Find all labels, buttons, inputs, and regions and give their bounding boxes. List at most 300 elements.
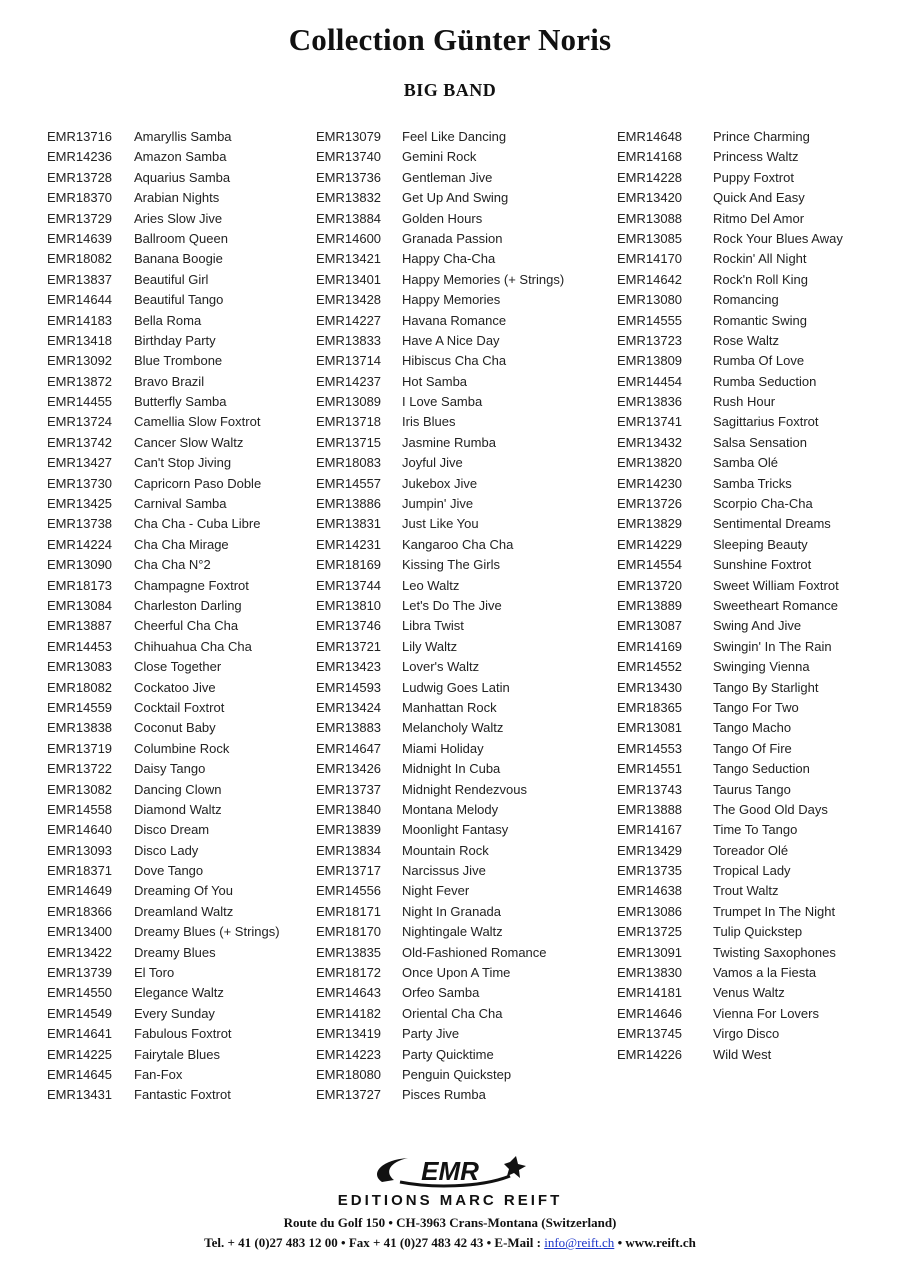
catalog-number: EMR13083	[47, 659, 113, 675]
title-name: Camellia Slow Foxtrot	[134, 414, 261, 430]
catalog-entry	[47, 759, 280, 779]
catalog-number: EMR14550	[47, 985, 113, 1001]
title-name: Once Upon A Time	[402, 965, 511, 981]
catalog-number: EMR13840	[316, 801, 382, 817]
title-name: Swinging Vienna	[713, 659, 810, 675]
catalog-entry	[47, 555, 280, 575]
catalog-number: EMR14231	[316, 536, 382, 552]
catalog-entry	[47, 963, 280, 983]
catalog-number: EMR14455	[47, 394, 113, 410]
catalog-number: EMR13834	[316, 842, 382, 858]
title-name: Manhattan Rock	[402, 699, 497, 715]
title-name: Charleston Darling	[134, 597, 242, 613]
catalog-entry	[316, 1045, 564, 1065]
catalog-number: EMR14168	[617, 149, 683, 165]
title-name: Rush Hour	[713, 394, 776, 410]
catalog-entry	[617, 453, 843, 473]
catalog-number: EMR14645	[47, 1066, 113, 1082]
catalog-entry	[47, 474, 280, 494]
catalog-entry	[47, 800, 280, 820]
catalog-entry	[316, 902, 564, 922]
catalog-number: EMR13717	[316, 863, 382, 879]
title-name: Disco Dream	[134, 822, 210, 838]
title-name: Vamos a la Fiesta	[713, 965, 817, 981]
title-name: Night In Granada	[402, 903, 502, 919]
catalog-entry	[617, 270, 843, 290]
title-name: Lover's Waltz	[402, 659, 480, 675]
catalog-number: EMR13730	[47, 475, 113, 491]
title-name: Libra Twist	[402, 618, 464, 634]
title-name: Happy Memories	[402, 292, 501, 308]
title-name: Montana Melody	[402, 801, 499, 817]
title-name: Party Jive	[402, 1026, 460, 1042]
catalog-number: EMR14643	[316, 985, 382, 1001]
catalog-entry	[617, 922, 843, 942]
catalog-number: EMR13429	[617, 842, 683, 858]
catalog-number: EMR13743	[617, 781, 683, 797]
title-name: Hibiscus Cha Cha	[402, 353, 507, 369]
title-name: Fabulous Foxtrot	[134, 1026, 232, 1042]
catalog-entry	[316, 800, 564, 820]
catalog-entry	[47, 943, 280, 963]
title-name: Beautiful Tango	[134, 292, 224, 308]
title-name: Happy Memories (+ Strings)	[402, 271, 565, 287]
title-name: Bravo Brazil	[134, 373, 205, 389]
catalog-number: EMR14552	[617, 659, 683, 675]
title-name: Mountain Rock	[402, 842, 489, 858]
catalog-entry	[47, 290, 280, 310]
catalog-number: EMR13728	[47, 169, 113, 185]
title-name: Columbine Rock	[134, 740, 230, 756]
catalog-number: EMR14554	[617, 557, 683, 573]
catalog-number: EMR18080	[316, 1066, 382, 1082]
catalog-entry	[47, 861, 280, 881]
catalog-number: EMR13729	[47, 210, 113, 226]
title-name: Penguin Quickstep	[402, 1066, 512, 1082]
title-name: Prince Charming	[713, 129, 810, 144]
catalog-entry	[617, 514, 843, 534]
catalog-entry	[316, 922, 564, 942]
title-name: Diamond Waltz	[134, 801, 222, 817]
publisher-contact	[0, 1235, 900, 1251]
catalog-number: EMR13089	[316, 394, 382, 410]
catalog-number: EMR13721	[316, 638, 382, 654]
title-name: Jumpin' Jive	[402, 496, 474, 512]
title-name: Golden Hours	[402, 210, 483, 226]
title-name: Tropical Lady	[713, 863, 791, 879]
title-name: Night Fever	[402, 883, 470, 899]
catalog-number: EMR14228	[617, 169, 683, 185]
catalog-entry	[316, 147, 564, 167]
catalog-entry	[617, 616, 843, 636]
title-name: Cocktail Foxtrot	[134, 699, 225, 715]
title-name: Midnight In Cuba	[402, 761, 501, 777]
catalog-number: EMR13418	[47, 332, 113, 348]
title-name: Hot Samba	[402, 373, 468, 389]
catalog-number: EMR13831	[316, 516, 382, 532]
catalog-entry	[617, 535, 843, 555]
title-name: Banana Boogie	[134, 251, 223, 267]
catalog-number: EMR18082	[47, 679, 113, 695]
catalog-number: EMR13723	[617, 332, 683, 348]
catalog-number: EMR14556	[316, 883, 382, 899]
catalog-number: EMR14641	[47, 1026, 113, 1042]
catalog-number: EMR14640	[47, 822, 113, 838]
catalog-entry	[316, 881, 564, 901]
title-name: Beautiful Girl	[134, 271, 209, 287]
catalog-entry	[316, 229, 564, 249]
catalog-number: EMR13084	[47, 597, 113, 613]
catalog-number: EMR13832	[316, 190, 382, 206]
catalog-entry	[617, 739, 843, 759]
website-text: • www.reift.ch	[614, 1235, 696, 1250]
catalog-entry	[47, 331, 280, 351]
catalog-number: EMR14229	[617, 536, 683, 552]
title-name: Ludwig Goes Latin	[402, 679, 510, 695]
catalog-entry	[617, 209, 843, 229]
catalog-number: EMR13420	[617, 190, 683, 206]
catalog-entry	[316, 270, 564, 290]
title-name: Blue Trombone	[134, 353, 223, 369]
title-name: Iris Blues	[402, 414, 456, 430]
catalog-entry	[47, 270, 280, 290]
title-name: Dancing Clown	[134, 781, 222, 797]
catalog-number: EMR14647	[316, 740, 382, 756]
catalog-number: EMR18365	[617, 699, 683, 715]
catalog-number: EMR13883	[316, 720, 382, 736]
catalog-number: EMR14183	[47, 312, 113, 328]
catalog-entry	[617, 657, 843, 677]
title-name: Daisy Tango	[134, 761, 206, 777]
title-name: Cha Cha - Cuba Libre	[134, 516, 261, 532]
title-name: Tango Seduction	[713, 761, 810, 777]
catalog-number: EMR14558	[47, 801, 113, 817]
title-name: Trout Waltz	[713, 883, 779, 899]
catalog-number: EMR14224	[47, 536, 113, 552]
title-name: Oriental Cha Cha	[402, 1005, 503, 1021]
catalog-column-1	[47, 127, 280, 1106]
catalog-entry	[316, 249, 564, 269]
email-link[interactable]: info@reift.ch	[544, 1235, 615, 1250]
catalog-number: EMR13428	[316, 292, 382, 308]
catalog-number: EMR14642	[617, 271, 683, 287]
title-name: Rumba Seduction	[713, 373, 817, 389]
title-name: Rock'n Roll King	[713, 271, 808, 287]
catalog-number: EMR13082	[47, 781, 113, 797]
catalog-entry	[316, 698, 564, 718]
catalog-number: EMR13872	[47, 373, 113, 389]
catalog-entry	[316, 127, 564, 147]
catalog-number: EMR18370	[47, 190, 113, 206]
catalog-entry	[316, 861, 564, 881]
catalog-entry	[47, 1024, 280, 1044]
title-name: Gentleman Jive	[402, 169, 493, 185]
title-name: Leo Waltz	[402, 577, 460, 593]
catalog-number: EMR13718	[316, 414, 382, 430]
catalog-entry	[47, 657, 280, 677]
catalog-number: EMR13401	[316, 271, 382, 287]
catalog-entry	[316, 331, 564, 351]
catalog-number: EMR13746	[316, 618, 382, 634]
catalog-entry	[617, 127, 843, 147]
catalog-entry	[316, 168, 564, 188]
catalog-number: EMR13888	[617, 801, 683, 817]
catalog-entry	[47, 433, 280, 453]
catalog-number: EMR14553	[617, 740, 683, 756]
catalog-entry	[316, 412, 564, 432]
catalog-column-3	[617, 127, 843, 1065]
catalog-entry	[316, 474, 564, 494]
catalog-entry	[47, 351, 280, 371]
title-name: Lily Waltz	[402, 638, 458, 654]
title-name: Rock Your Blues Away	[713, 230, 843, 246]
catalog-number: EMR14593	[316, 679, 382, 695]
catalog-entry	[617, 800, 843, 820]
title-name: Sentimental Dreams	[713, 516, 831, 532]
catalog-entry	[316, 453, 564, 473]
title-name: Coconut Baby	[134, 720, 216, 736]
catalog-number: EMR13735	[617, 863, 683, 879]
catalog-number: EMR13887	[47, 618, 113, 634]
catalog-number: EMR13080	[617, 292, 683, 308]
title-name: Quick And Easy	[713, 190, 805, 206]
catalog-entry	[47, 902, 280, 922]
title-name: Cheerful Cha Cha	[134, 618, 239, 634]
title-name: Capricorn Paso Doble	[134, 475, 262, 491]
catalog-entry	[47, 739, 280, 759]
catalog-number: EMR13085	[617, 230, 683, 246]
title-name: Just Like You	[402, 516, 479, 532]
catalog-number: EMR13091	[617, 944, 683, 960]
catalog-number: EMR14230	[617, 475, 683, 491]
title-name: Vienna For Lovers	[713, 1005, 819, 1021]
catalog-number: EMR13745	[617, 1026, 683, 1042]
catalog-entry	[617, 1004, 843, 1024]
catalog-entry	[47, 494, 280, 514]
catalog-entry	[617, 372, 843, 392]
catalog-number: EMR13737	[316, 781, 382, 797]
catalog-number: EMR14549	[47, 1005, 113, 1021]
catalog-entry	[47, 514, 280, 534]
title-name: Dreamland Waltz	[134, 903, 234, 919]
catalog-entry	[316, 311, 564, 331]
title-name: Happy Cha-Cha	[402, 251, 496, 267]
catalog-number: EMR13727	[316, 1087, 382, 1103]
catalog-number: EMR14638	[617, 883, 683, 899]
catalog-entry	[617, 474, 843, 494]
title-name: Get Up And Swing	[402, 190, 509, 206]
title-name: Romancing	[713, 292, 779, 308]
catalog-entry	[617, 168, 843, 188]
title-name: Fan-Fox	[134, 1066, 183, 1082]
title-name: Miami Holiday	[402, 740, 484, 756]
catalog-entry	[47, 1085, 280, 1105]
title-name: Swingin' In The Rain	[713, 638, 832, 654]
title-name: Chihuahua Cha Cha	[134, 638, 252, 654]
title-name: Cha Cha Mirage	[134, 536, 229, 552]
title-name: Feel Like Dancing	[402, 129, 507, 144]
title-name: Tango Macho	[713, 720, 792, 736]
catalog-entry	[617, 1045, 843, 1065]
catalog-entry	[617, 718, 843, 738]
publisher-address: Route du Golf 150 • CH-3963 Crans-Montana (Switzerland)	[283, 1215, 617, 1230]
catalog-number: EMR13809	[617, 353, 683, 369]
title-name: Swing And Jive	[713, 618, 802, 634]
contact-phone-fax: Tel. + 41 (0)27 483 12 00 • Fax + 41 (0)27 483 42 43 • E-Mail :	[204, 1235, 545, 1250]
title-name: Sagittarius Foxtrot	[713, 414, 819, 430]
title-name: Samba Tricks	[713, 475, 792, 491]
catalog-entry	[47, 698, 280, 718]
catalog-entry	[617, 311, 843, 331]
catalog-entry	[316, 392, 564, 412]
catalog-number: EMR14236	[47, 149, 113, 165]
title-name: Fantastic Foxtrot	[134, 1087, 231, 1103]
catalog-entry	[316, 372, 564, 392]
title-name: Dreamy Blues (+ Strings)	[134, 924, 280, 940]
title-name: Ballroom Queen	[134, 230, 228, 246]
title-name: Disco Lady	[134, 842, 199, 858]
catalog-entry	[316, 188, 564, 208]
catalog-number: EMR14453	[47, 638, 113, 654]
catalog-number: EMR13425	[47, 496, 113, 512]
title-name: Sleeping Beauty	[713, 536, 808, 552]
catalog-number: EMR13741	[617, 414, 683, 430]
title-name: Romantic Swing	[713, 312, 807, 328]
catalog-entry	[316, 1085, 564, 1105]
catalog-entry	[316, 290, 564, 310]
catalog-entry	[47, 412, 280, 432]
title-name: Narcissus Jive	[402, 863, 486, 879]
catalog-entry	[316, 820, 564, 840]
catalog-entry	[617, 147, 843, 167]
catalog-entry	[617, 412, 843, 432]
title-name: Havana Romance	[402, 312, 507, 328]
catalog-number: EMR14169	[617, 638, 683, 654]
title-name: Butterfly Samba	[134, 394, 227, 410]
catalog-entry	[316, 1004, 564, 1024]
catalog-entry	[617, 392, 843, 412]
catalog-entry	[617, 188, 843, 208]
title-name: Birthday Party	[134, 332, 216, 348]
catalog-number: EMR13430	[617, 679, 683, 695]
catalog-entry	[617, 576, 843, 596]
catalog-number: EMR13081	[617, 720, 683, 736]
title-name: Samba Olé	[713, 455, 779, 471]
title-name: Dove Tango	[134, 863, 204, 879]
catalog-entry	[617, 249, 843, 269]
catalog-number: EMR18082	[47, 251, 113, 267]
catalog-entry	[316, 433, 564, 453]
title-name: Midnight Rendezvous	[402, 781, 528, 797]
catalog-number: EMR13421	[316, 251, 382, 267]
catalog-entry	[47, 453, 280, 473]
catalog-number: EMR14225	[47, 1046, 113, 1062]
title-name: Sweetheart Romance	[713, 597, 839, 613]
title-name: Gemini Rock	[402, 149, 477, 165]
catalog-number: EMR13419	[316, 1026, 382, 1042]
catalog-entry	[316, 514, 564, 534]
catalog-number: EMR13744	[316, 577, 382, 593]
catalog-entry	[316, 351, 564, 371]
catalog-entry	[617, 229, 843, 249]
catalog-number: EMR13432	[617, 434, 683, 450]
catalog-column-2	[316, 127, 564, 1106]
catalog-number: EMR13837	[47, 271, 113, 287]
catalog-number: EMR18171	[316, 903, 382, 919]
catalog-number: EMR14559	[47, 699, 113, 715]
catalog-number: EMR13739	[47, 965, 113, 981]
catalog-number: EMR13725	[617, 924, 683, 940]
catalog-number: EMR14551	[617, 761, 683, 777]
catalog-number: EMR13736	[316, 169, 382, 185]
title-name: Jasmine Rumba	[402, 434, 496, 450]
catalog-number: EMR18172	[316, 965, 382, 981]
catalog-number: EMR14600	[316, 230, 382, 246]
catalog-number: EMR14227	[316, 312, 382, 328]
catalog-number: EMR14226	[617, 1046, 683, 1062]
catalog-number: EMR18173	[47, 577, 113, 593]
catalog-entry	[316, 739, 564, 759]
emr-logo-icon	[360, 1152, 540, 1192]
catalog-entry	[617, 780, 843, 800]
page-title: Collection Günter Noris	[288, 22, 612, 57]
title-name: Tango For Two	[713, 699, 799, 715]
title-name: Orfeo Samba	[402, 985, 480, 1001]
catalog-entry	[617, 902, 843, 922]
catalog-entry	[617, 494, 843, 514]
catalog-number: EMR13884	[316, 210, 382, 226]
catalog-entry	[47, 820, 280, 840]
catalog-number: EMR13740	[316, 149, 382, 165]
catalog-number: EMR13838	[47, 720, 113, 736]
catalog-entry	[47, 718, 280, 738]
title-name: Twisting Saxophones	[713, 944, 836, 960]
catalog-number: EMR14454	[617, 373, 683, 389]
catalog-number: EMR13829	[617, 516, 683, 532]
catalog-number: EMR13833	[316, 332, 382, 348]
catalog-entry	[617, 1024, 843, 1044]
catalog-entry	[316, 616, 564, 636]
catalog-number: EMR14639	[47, 230, 113, 246]
title-name: Virgo Disco	[713, 1026, 780, 1042]
catalog-number: EMR13079	[316, 129, 382, 144]
catalog-number: EMR13830	[617, 965, 683, 981]
title-name: Jukebox Jive	[402, 475, 478, 491]
catalog-entry	[617, 290, 843, 310]
catalog-number: EMR13720	[617, 577, 683, 593]
title-name: Pisces Rumba	[402, 1087, 486, 1103]
catalog-number: EMR13400	[47, 924, 113, 940]
catalog-number: EMR13422	[47, 944, 113, 960]
title-name: Wild West	[713, 1046, 772, 1062]
catalog-entry	[316, 943, 564, 963]
title-name: Cha Cha N°2	[134, 557, 211, 573]
catalog-number: EMR14182	[316, 1005, 382, 1021]
catalog-number: EMR13427	[47, 455, 113, 471]
catalog-entry	[316, 1065, 564, 1085]
title-name: Moonlight Fantasy	[402, 822, 509, 838]
title-name: Let's Do The Jive	[402, 597, 502, 613]
catalog-entry	[617, 861, 843, 881]
catalog-number: EMR13738	[47, 516, 113, 532]
title-name: Rumba Of Love	[713, 353, 805, 369]
catalog-entry	[47, 616, 280, 636]
catalog-number: EMR13088	[617, 210, 683, 226]
title-name: Nightingale Waltz	[402, 924, 503, 940]
catalog-number: EMR13092	[47, 353, 113, 369]
title-name: Elegance Waltz	[134, 985, 224, 1001]
catalog-entry	[316, 678, 564, 698]
